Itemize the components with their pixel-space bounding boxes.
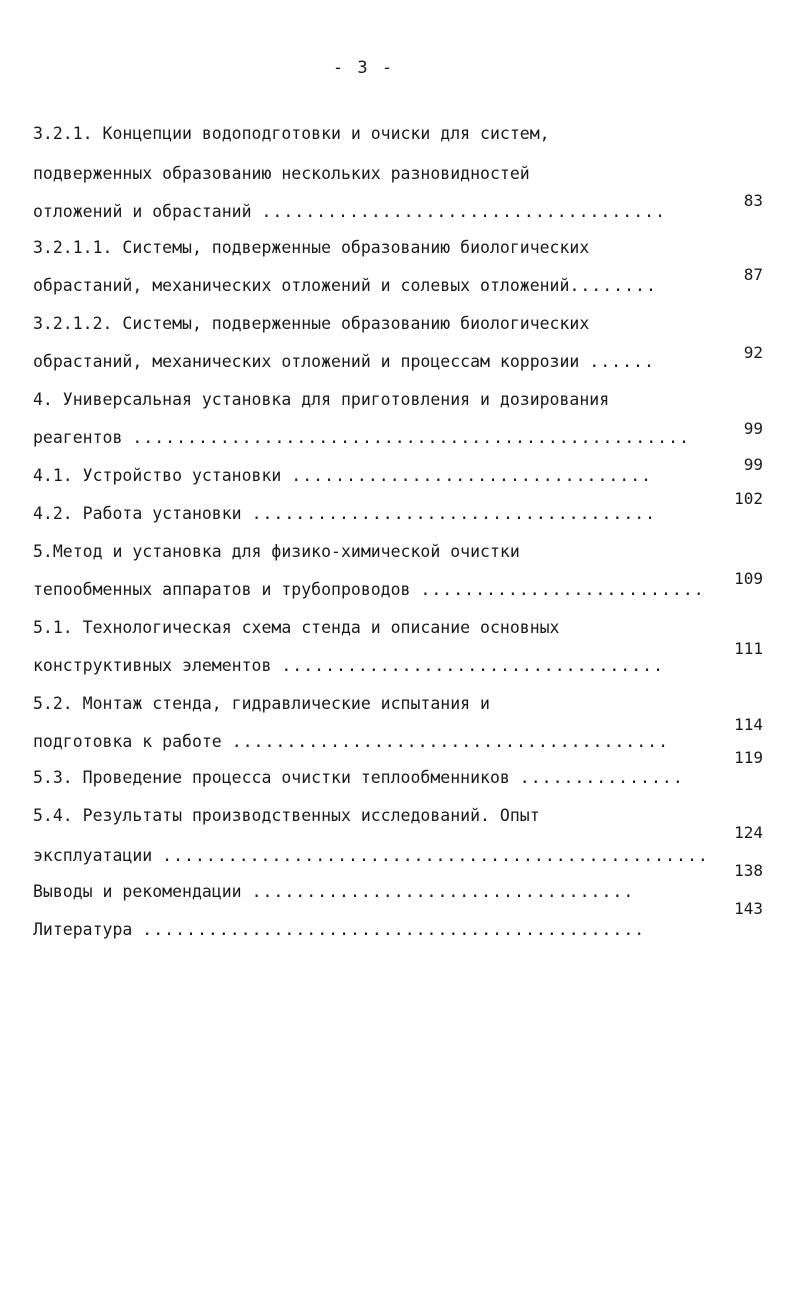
dot-leader: ......: [589, 352, 655, 371]
toc-entry-text: подготовка к работе: [33, 732, 222, 751]
toc-entry-4-page: 99: [743, 419, 763, 438]
toc-entry-5-2-line-2: [33, 732, 745, 752]
toc-entry-5-4-line-2: [33, 846, 745, 866]
toc-entry-3-2-1-2-line-1: 3.2.1.2. Системы, подверженные образованию биологических: [33, 314, 590, 333]
toc-entry-3-2-1-1-line-1: 3.2.1.1. Системы, подверженные образованию биологических: [33, 238, 590, 257]
dot-leader: ...................................: [251, 882, 635, 901]
page-number: - 3 -: [332, 58, 395, 78]
dot-leader: .....................................: [261, 202, 667, 221]
toc-entry-literature-page: 143: [734, 899, 763, 918]
dot-leader: ...................................................: [132, 428, 690, 447]
dot-leader: ..........................: [420, 580, 705, 599]
toc-entry-5-1-line-1: 5.1. Технологическая схема стенда и описание основных: [33, 618, 560, 637]
toc-entry-4-2-line-1: [33, 504, 745, 524]
toc-entry-literature-line-1: [33, 920, 745, 940]
toc-entry-text: эксплуатации: [33, 846, 153, 865]
toc-entry-text: обрастаний, механических отложений и процессам коррозии: [33, 352, 580, 371]
toc-entry-4-2-page: 102: [734, 489, 763, 508]
toc-entry-5-1-page: 111: [734, 639, 763, 658]
toc-entry-5-2-page: 114: [734, 715, 763, 734]
dot-leader: ........................................: [231, 732, 670, 751]
toc-entry-5-2-line-1: 5.2. Монтаж стенда, гидравлические испытания и: [33, 694, 490, 713]
toc-entry-conclusions-line-1: [33, 882, 745, 902]
toc-entry-text: обрастаний, механических отложений и солевых отложений: [33, 276, 570, 295]
toc-entry-5-line-2: [33, 580, 745, 600]
toc-entry-3-2-1-line-1: 3.2.1. Концепции водоподготовки и очиски для систем,: [33, 124, 550, 143]
dot-leader: .....................................: [251, 504, 657, 523]
toc-entry-text: тепообменных аппаратов и трубопроводов: [33, 580, 411, 599]
dot-leader: ........: [569, 276, 657, 295]
toc-entry-text: 5.3. Проведение процесса очистки теплообменников: [33, 768, 510, 787]
toc-entry-text: отложений и обрастаний: [33, 202, 252, 221]
toc-entry-3-2-1-page: 83: [743, 191, 763, 210]
toc-entry-3-2-1-1-line-2: [33, 276, 745, 296]
toc-entry-5-4-line-1: 5.4. Результаты производственных исследований. Опыт: [33, 806, 540, 825]
toc-entry-text: Литература: [33, 920, 133, 939]
toc-entry-3-2-1-2-line-2: [33, 352, 745, 372]
toc-entry-4-line-2: [33, 428, 745, 448]
toc-entry-5-line-1: 5.Метод и установка для физико-химической очистки: [33, 542, 520, 561]
toc-entry-3-2-1-line-3: [33, 202, 745, 222]
toc-entry-4-line-1: 4. Универсальная установка для приготовления и дозирования: [33, 390, 610, 409]
toc-entry-4-1-line-1: [33, 466, 745, 486]
dot-leader: ..................................................: [162, 846, 709, 865]
toc-entry-5-4-page: 124: [734, 823, 763, 842]
toc-entry-3-2-1-line-2: подверженных образованию нескольких разновидностей: [33, 164, 530, 183]
toc-entry-text: конструктивных элементов: [33, 656, 272, 675]
toc-entry-conclusions-page: 138: [734, 861, 763, 880]
toc-entry-5-3-line-1: [33, 768, 745, 788]
toc-entry-text: Выводы и рекомендации: [33, 882, 242, 901]
dot-leader: .................................: [291, 466, 653, 485]
toc-entry-text: реагентов: [33, 428, 123, 447]
toc-entry-3-2-1-1-page: 87: [743, 265, 763, 284]
dot-leader: ...................................: [281, 656, 665, 675]
dot-leader: ..............................................: [142, 920, 646, 939]
dot-leader: ...............: [519, 768, 684, 787]
toc-entry-5-3-page: 119: [734, 748, 763, 767]
toc-entry-text: 4.2. Работа установки: [33, 504, 242, 523]
toc-entry-text: 4.1. Устройство установки: [33, 466, 282, 485]
toc-entry-5-page: 109: [734, 569, 763, 588]
toc-entry-3-2-1-2-page: 92: [743, 343, 763, 362]
toc-entry-4-1-page: 99: [743, 455, 763, 474]
toc-entry-5-1-line-2: [33, 656, 745, 676]
